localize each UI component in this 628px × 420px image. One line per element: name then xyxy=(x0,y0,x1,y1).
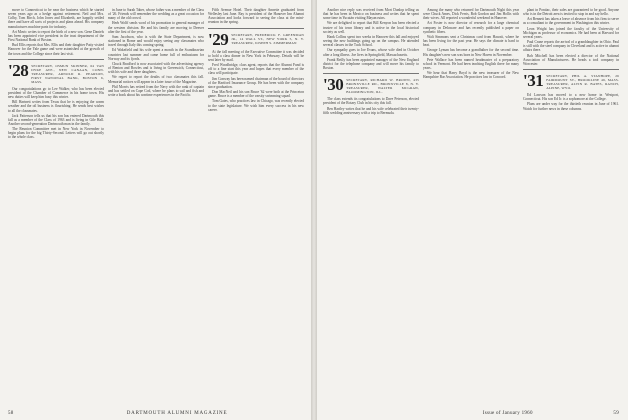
class-note-paragraph: Bud Ellis reports that Mrs. Ellis and their daughter Patty visited Hanover for the Yale game and were astonished at the growth of the town and the College since their last visit. xyxy=(8,43,104,56)
class-note-paragraph: Jim Conway has been named chairman of the board of directors of the Hartford Insurance Group. He has been with the company since graduation. xyxy=(208,76,304,89)
class-officers: SECRETARY, FREDERICK F. GREENMAN JR., 14 WALL ST., NEW YORK 5, N. Y. TREASURER, JOSEPH S. ZIMMERMAN xyxy=(231,32,304,45)
class-note-paragraph: Walt Simmons sent a Christmas card from Hawaii, where he has been living for the past year. He says the climate is hard to beat. xyxy=(423,34,519,48)
class-note-paragraph: Chuck Bradford is now associated with the advertising agency of Benton and Bowles and is living in Greenwich, Connecticut, with his wife and three daughters. xyxy=(108,61,204,75)
class-note-paragraph: Don MacNeil and his son Bruce '62 were both at the Princeton game. Bruce is a member of the varsity swimming squad. xyxy=(208,90,304,99)
class-note-paragraph: The Reunion Committee met in New York in November to begin plans for the big Thirty-Second. Letters will go out shortly to the whole class. xyxy=(8,127,104,140)
divider xyxy=(523,69,619,70)
class-officers: SECRETARY, RICHARD W. BROWN, 435 BRONXVILLE RD., BRONXVILLE 8, N. Y. TREASURER, WALTER MCGRAW, BLOOMINGTON, ILL. xyxy=(346,78,419,95)
right-page-footer xyxy=(323,411,619,416)
class-note-paragraph: Ben Hartley writes that he and his wife celebrated their twenty-fifth wedding anniversary with a trip to Bermuda. xyxy=(323,106,419,115)
class-year: '28 xyxy=(8,60,29,80)
class-note-paragraph: Fifth Avenue Hotel. Their daughter Annette graduated from Wellesley last June. Ray is president of the Hanover Inn Alumni Association and looks forward to seeing the class at the mini-reunion in the spring. xyxy=(208,8,304,25)
class-note-paragraph: At the fall meeting of the Executive Committee it was decided to hold a class dinner in New York in February. Details will be sent later by mail. xyxy=(208,49,304,62)
class-note-paragraph: George Lyman has become a grandfather for the second time. His daughter's new son was born in New Haven in November. xyxy=(423,48,519,57)
class-note-paragraph: Pete Wallace has been named headmaster of a preparatory school in Vermont. He had been teaching English there for many years. xyxy=(423,57,519,71)
right-page xyxy=(317,0,628,420)
class-note-paragraph: Tom Gates, who practices law in Chicago, was recently elected to the state legislature. We wish him every success in his new career. xyxy=(208,99,304,112)
page-number: 58 xyxy=(8,411,14,416)
class-note-paragraph: Jack Patterson tells us that his son has entered Dartmouth this fall as a member of the Class of 1963 and is living in Gile Hall. Another second-generation Dartmouth man in the family. xyxy=(8,113,104,126)
text-column xyxy=(8,8,104,404)
class-note-paragraph: Another nice reply was received from Mort Dunlop telling us that he has been in Mexico on business and writes that he spent some time in Yucatán visiting Mayan ruins. xyxy=(323,8,419,21)
left-page-footer xyxy=(8,411,227,416)
left-page xyxy=(0,0,311,420)
class-note-paragraph: move to Connecticut to be near the business which he started seven years ago as a hedge against retirement. Neil and Mrs. Colby, Tom Birch, John Jones and Elizabeth, are happily settled there and have all sorts of projects and plans ahead. His company manufactures machine parts for industry. xyxy=(8,8,104,29)
class-note-paragraph: Art Foster is now director of research for a large chemical company in Delaware and has recently published a paper on synthetic fibers. xyxy=(423,21,519,34)
class-note-paragraph: Art Mavic writes to report the birth of a new son. Gene Daniels has been appointed vice president in the trust department of the First National Bank of Boston. xyxy=(8,29,104,43)
class-note-paragraph: Sam Jacobson, who is with the State Department, is now stationed in Rome and would enjoy seeing any classmates who travel through Italy this coming spring. xyxy=(108,34,204,48)
text-column xyxy=(323,8,419,404)
class-note-paragraph: Among the many who returned for Dartmouth Night this year were Chuck Ames, Dick Ferris, Bob Gordon and Jim Hollis with their wives. All reported a wonderful weekend in Hanover. xyxy=(423,8,519,21)
page-number: 59 xyxy=(613,411,619,416)
issue-date: Issue of January 1960 xyxy=(482,411,533,416)
class-officers: SECRETARY, PHIL A. STANHOPE, 26 FAIRMOUNT ST., BROOKLINE 46, MASS. TREASURER, ALVIN R. BATES, RANCH, ALPINE, WYO. xyxy=(546,74,619,91)
class-note-paragraph: in June to Sarah Taber, whose father was a member of the Class of '26. Friends will remember the wedding as a great occasion for many of the old crowd. xyxy=(108,8,204,21)
class-note-paragraph: Bill Hartnett writes from Texas that he is enjoying the warm weather and the oil business is flourishing. He sends best wishes to all the classmates. xyxy=(8,100,104,113)
divider xyxy=(8,59,104,60)
text-column xyxy=(523,8,619,404)
class-heading xyxy=(208,29,304,49)
class-year: '30 xyxy=(323,75,344,95)
class-note-paragraph: Hank Collins spent two weeks in Hanover this fall and enjoyed seeing the new buildings going up on the campus. He attended several classes in the Tuck School. xyxy=(323,34,419,48)
magazine-title: DARTMOUTH ALUMNI MAGAZINE xyxy=(126,411,228,416)
class-note-paragraph: Phil Morris has retired from the Navy with the rank of captain and has settled on Cape Cod, where he plans to sail and fish and write a book about his wartime experiences in the Pacific. xyxy=(108,84,204,97)
class-note-paragraph: Fred Woodbridge, class agent, reports that the Alumni Fund is off to a fine start this year and hopes that every member of the class will participate. xyxy=(208,63,304,76)
divider xyxy=(323,73,419,74)
class-note-paragraph: We hear that Harry Boyd is the new treasurer of the New Hampshire Bar Association. He practices law in Concord. xyxy=(423,71,519,80)
class-year: '31 xyxy=(523,71,544,91)
class-note-paragraph: The class extends its congratulations to Dave Peterson, elected president of the Rotary Club in his city this fall. xyxy=(323,97,419,106)
class-officers: SECRETARY, OSMUN SKINNER, 64 VAN DYKE AVE., NEW CANAAN, CONN. TREASURER, ARNOLD R. PEARSON, FIRST NATIONAL BANK, BOSTON 6, MASS. xyxy=(31,63,104,84)
class-note-paragraph: Our sympathy goes to Joe Evans, whose wife died in October after a long illness. Joe lives in Springfield, Massachusetts. xyxy=(323,48,419,57)
class-note-paragraph: Ed Wakefield and his wife spent a month in the Scandinavian countries last summer and came home full of enthusiasm for Norway and its fjords. xyxy=(108,48,204,61)
class-note-paragraph: Ed Lawson has moved to a new home in Westport, Connecticut. His son Ed Jr. is a sophomore at the College. xyxy=(523,93,619,102)
text-column xyxy=(108,8,204,404)
divider xyxy=(208,28,304,29)
class-note-paragraph: Our congratulations go to Lee Walker, who has been elected president of the Chamber of Commerce in his home town. His new duties will keep him busy this winter. xyxy=(8,86,104,100)
class-heading xyxy=(8,60,104,84)
class-note-paragraph: We regret to report the deaths of two classmates this fall. Memorial notices will appear in a later issue of the Magazine. xyxy=(108,75,204,84)
class-note-paragraph: Art Bennett has taken a leave of absence from his firm to serve as a consultant to the government in Washington this winter. xyxy=(523,17,619,26)
class-note-paragraph: plant in Pontiac, their sales are guaranteed to be good. Anyone who is in the Detroit area is invited to stop in and say hello. xyxy=(523,8,619,17)
class-note-paragraph: Plans are under way for the thirtieth reunion in June of 1961. Watch for further news in these columns. xyxy=(523,102,619,111)
class-note-paragraph: We are delighted to report that Bill Kenyon has been elected a trustee of his town library and is active in the local historical society as well. xyxy=(323,21,419,34)
class-heading xyxy=(323,77,419,94)
class-note-paragraph: Paul Crane reports the arrival of a granddaughter in Ohio. Paul is still with the steel company in Cleveland and is active in alumni affairs there. xyxy=(523,40,619,53)
class-year: '29 xyxy=(208,29,229,49)
class-note-paragraph: Herb Wolff sends word of his promotion to general manager of the western division. He and his family are moving to Denver after the first of the year. xyxy=(108,21,204,34)
class-note-paragraph: Frank Reilly has been appointed manager of the New England district for the telephone company and will move his family to Boston. xyxy=(323,57,419,71)
class-note-paragraph: Leon Wright has joined the faculty of the University of Michigan as professor of economics. He had been at Harvard for several years. xyxy=(523,26,619,39)
class-note-paragraph: Bob Mitchell has been elected a director of the National Association of Manufacturers. He heads a tool company in Worcester. xyxy=(523,53,619,66)
text-column xyxy=(208,8,304,404)
class-heading xyxy=(523,73,619,90)
text-column xyxy=(423,8,519,404)
